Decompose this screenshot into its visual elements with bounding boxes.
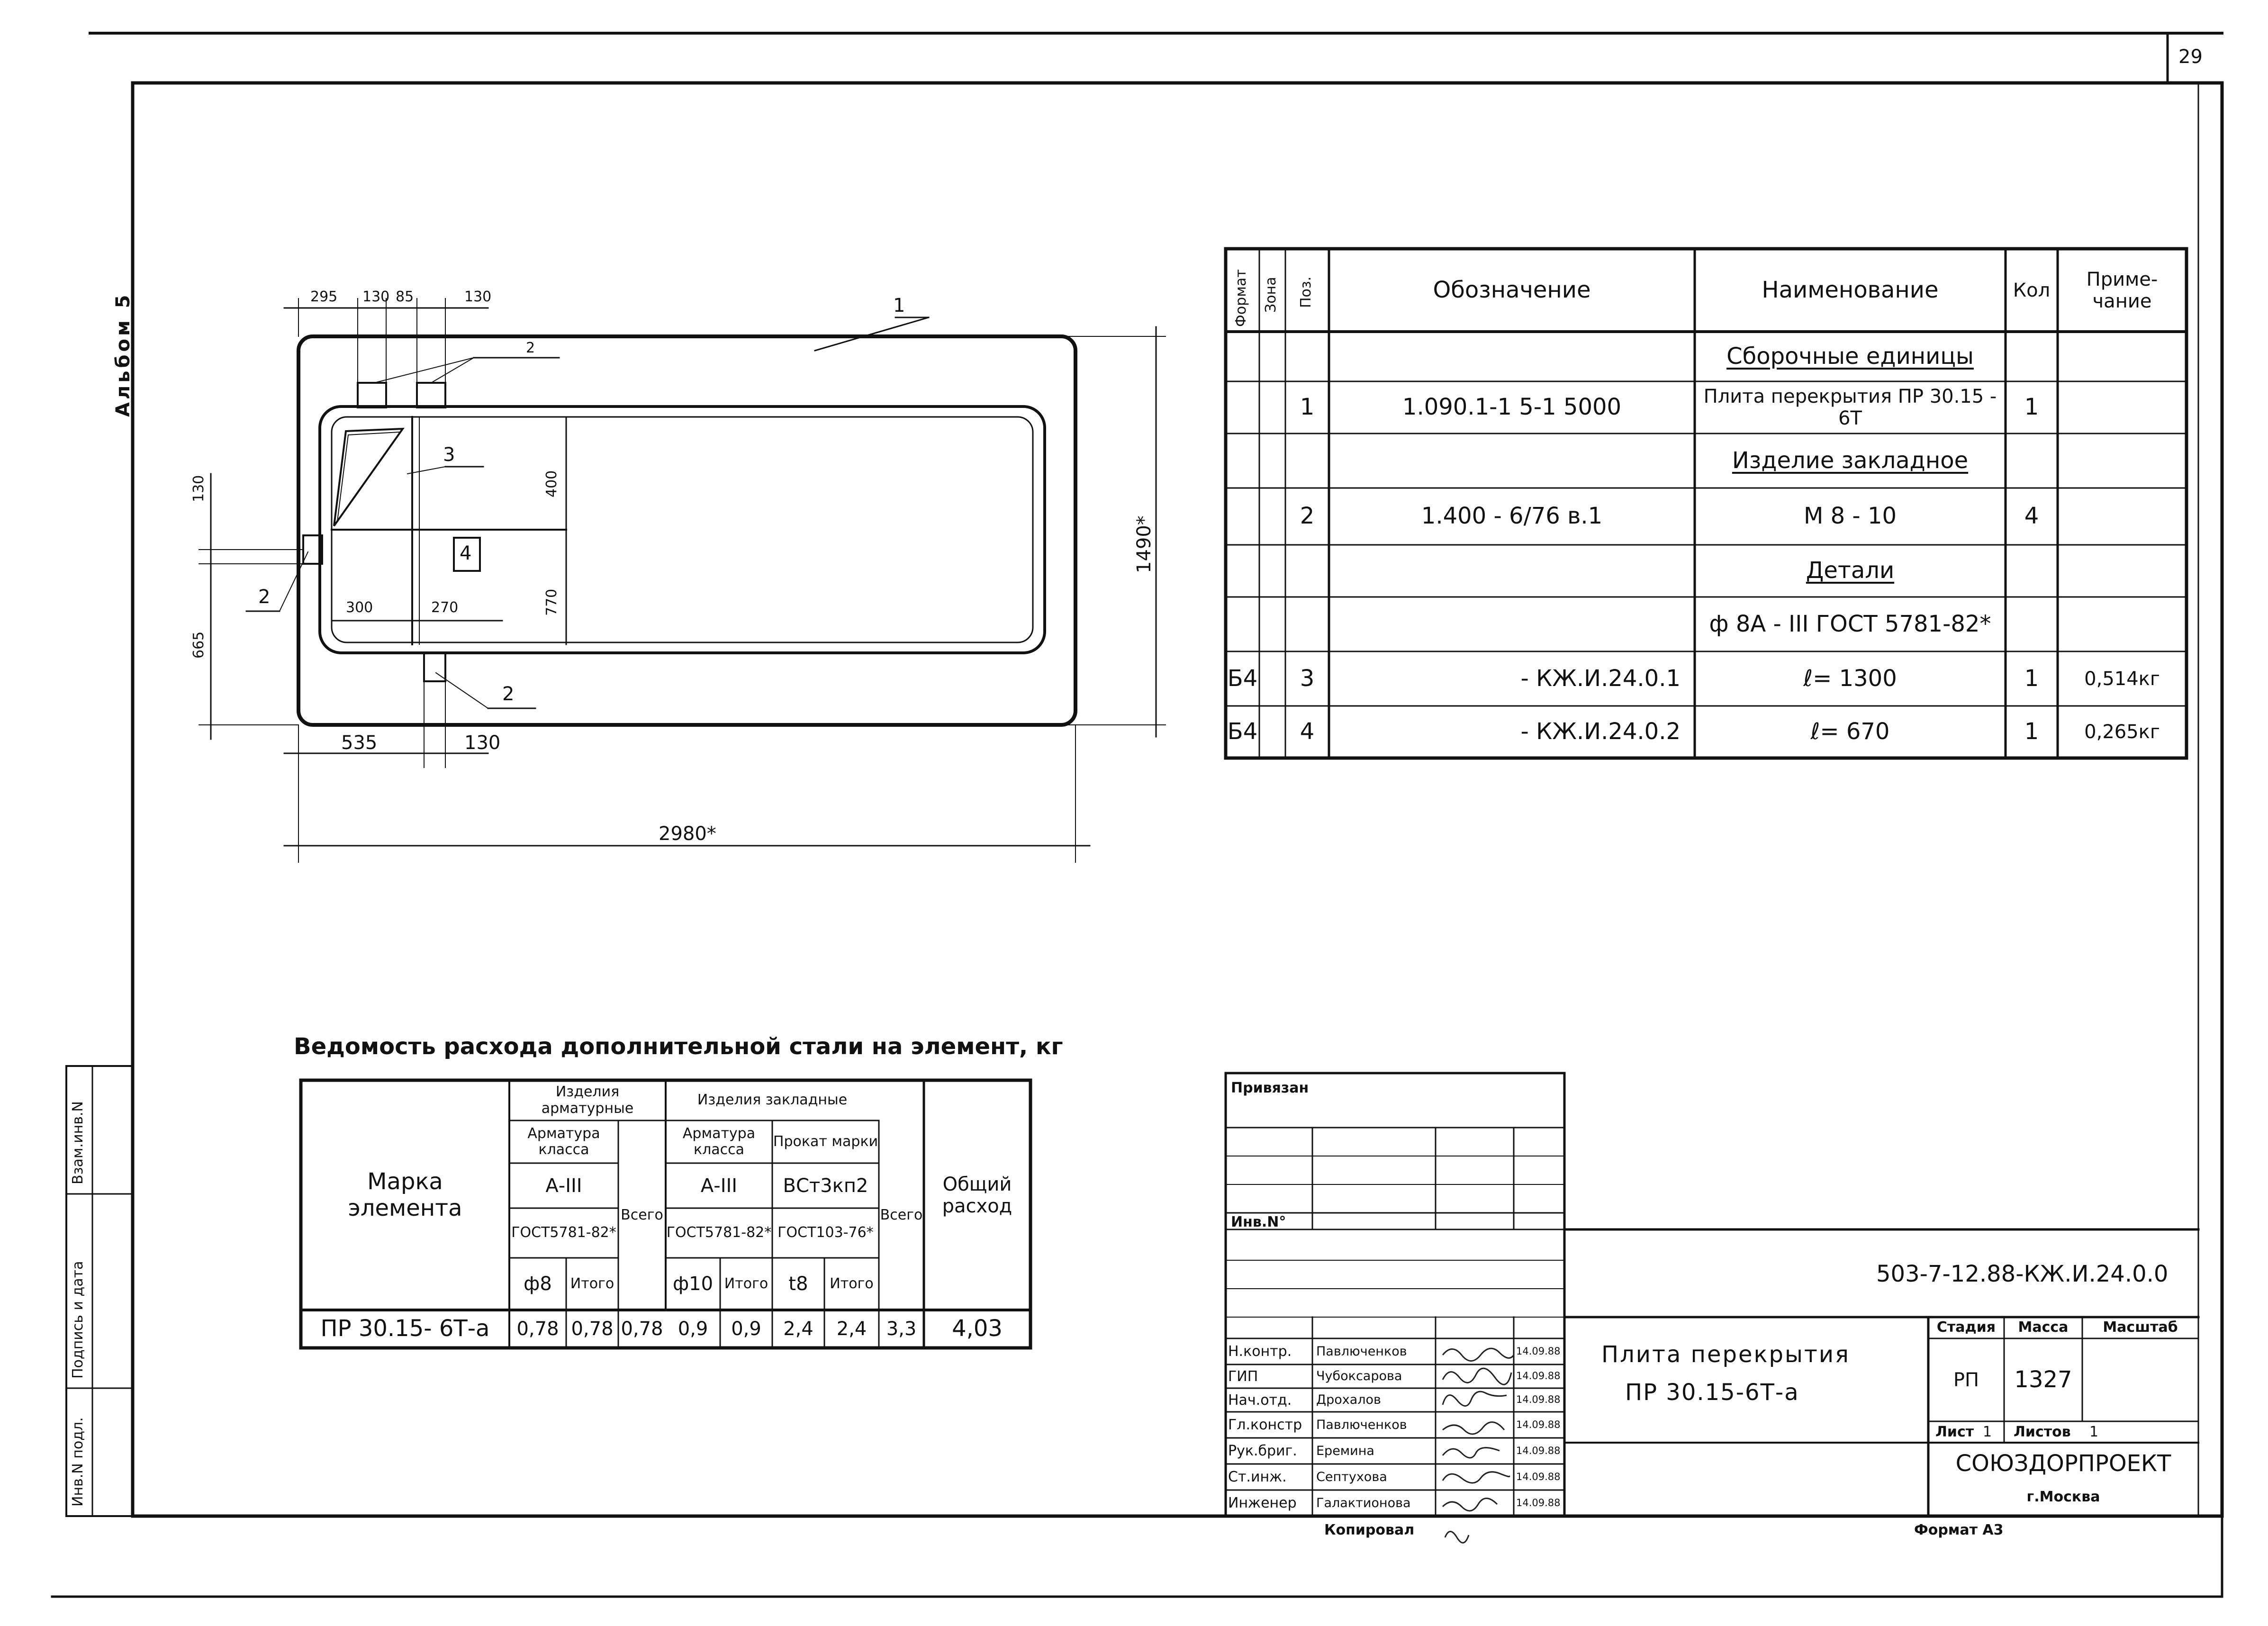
signature-scribbles: [1443, 1348, 1514, 1543]
spec-header-format: Формат: [1233, 269, 1249, 327]
stamp-date-4: 14.09.88: [1516, 1445, 1561, 1456]
stamp-role-2: Нач.отд.: [1228, 1391, 1292, 1409]
stamp-title-line2: ПР 30.15-6Т-а: [1625, 1379, 1799, 1406]
spec-row-2-qty: 4: [2024, 503, 2039, 530]
stamp-role-5: Ст.инж.: [1228, 1469, 1287, 1485]
spec-section-assembly: Сборочные единицы: [1726, 343, 1974, 370]
spec-row-3-des: - КЖ.И.24.0.1: [1520, 665, 1681, 692]
dim-inner-400: 400: [543, 470, 560, 497]
dim-inner-300: 300: [346, 599, 373, 616]
steel-table-title: Ведомость расхода дополнительной стали на элемент, кг: [294, 1033, 1063, 1060]
steel-header-gost-2: ГОСТ5781-82*: [666, 1224, 772, 1241]
spec-row-4-des: - КЖ.И.24.0.2: [1520, 718, 1681, 745]
spec-header-qty: Кол: [2013, 279, 2051, 301]
stamp-copied-label: Копировал: [1324, 1522, 1415, 1538]
spec-row-3-format: Б4: [1227, 665, 1258, 692]
spec-row-3-qty: 1: [2024, 665, 2039, 692]
stamp-sheet-label: Лист: [1935, 1424, 1974, 1440]
steel-row-mark: ПР 30.15- 6Т-а: [320, 1315, 490, 1342]
steel-header-vst: ВСт3кп2: [783, 1174, 868, 1197]
leader-label-1: 1: [893, 295, 905, 316]
steel-header-gost-1: ГОСТ5781-82*: [511, 1224, 616, 1241]
stamp-name-6: Галактионова: [1316, 1495, 1411, 1510]
steel-header-prokat: Прокат марки: [773, 1133, 878, 1150]
stamp-city: г.Москва: [2026, 1488, 2100, 1505]
stamp-header-scale: Масштаб: [2103, 1319, 2178, 1336]
steel-row-d10: 0,9: [678, 1318, 708, 1340]
spec-row-1-qty: 1: [2024, 394, 2039, 421]
spec-section-details: Детали: [1806, 557, 1895, 584]
side-label-vzam: Взам.инв.N: [70, 1101, 86, 1184]
stamp-sheet-value: 1: [1983, 1424, 1992, 1440]
steel-header-d8: ф8: [524, 1273, 552, 1295]
stamp-date-6: 14.09.88: [1516, 1497, 1561, 1509]
steel-header-vsego-1: Всего: [621, 1206, 663, 1223]
leader-label-2-left: 2: [258, 586, 271, 608]
spec-header-pos: Поз.: [1298, 276, 1314, 308]
spec-section-embedded: Изделие закладное: [1732, 447, 1969, 474]
spec-header-zone: Зона: [1263, 277, 1279, 313]
dim-right-1490: 1490*: [1133, 515, 1155, 573]
steel-header-vsego-2: Всего: [880, 1206, 923, 1223]
steel-header-gost-3: ГОСТ103-76*: [777, 1224, 874, 1241]
spec-row-4-pos: 4: [1300, 718, 1315, 745]
dim-left-665: 665: [190, 631, 207, 659]
stamp-mass-value: 1327: [2014, 1366, 2072, 1393]
spec-header-designation: Обозначение: [1433, 276, 1591, 303]
spec-header-note: Приме-чание: [2086, 268, 2158, 312]
steel-header-total: Общий расход: [942, 1173, 1012, 1217]
steel-row-vsego2: 3,3: [886, 1318, 917, 1340]
leader-label-4: 4: [460, 542, 472, 564]
steel-header-itogo-2: Итого: [724, 1275, 768, 1292]
stamp-header-stage: Стадия: [1936, 1319, 1996, 1336]
stamp-header-mass: Масса: [2018, 1319, 2069, 1336]
stamp-sheets-label: Листов: [2014, 1424, 2071, 1440]
dim-left-130: 130: [190, 475, 207, 502]
stamp-date-3: 14.09.88: [1516, 1418, 1561, 1430]
stamp-title-line1: Плита перекрытия: [1601, 1341, 1850, 1368]
side-label-podpis: Подпись и дата: [70, 1261, 86, 1379]
spec-row-2-pos: 2: [1300, 503, 1315, 530]
steel-row-total: 4,03: [952, 1315, 1003, 1342]
stamp-role-1: ГИП: [1228, 1368, 1258, 1385]
spec-row-4-qty: 1: [2024, 718, 2039, 745]
stamp-role-3: Гл.констр: [1228, 1417, 1302, 1433]
stamp-sheets-value: 1: [2089, 1424, 2099, 1440]
steel-row-d8: 0,78: [516, 1318, 559, 1340]
steel-row-itogo1: 0,78: [571, 1318, 614, 1340]
dim-bottom-130: 130: [464, 732, 501, 754]
steel-header-group1: Изделия арматурные: [541, 1084, 634, 1117]
spec-row-1-name: Плита перекрытия ПР 30.15 - 6Т: [1703, 386, 1997, 429]
steel-header-a3-1: А-III: [545, 1174, 582, 1197]
spec-row-2-des: 1.400 - 6/76 в.1: [1421, 503, 1603, 530]
spec-row-1-des: 1.090.1-1 5-1 5000: [1402, 394, 1622, 421]
steel-header-itogo-3: Итого: [830, 1275, 874, 1292]
dim-inner-270: 270: [431, 599, 459, 616]
spec-row-1-pos: 1: [1300, 394, 1315, 421]
stamp-date-1: 14.09.88: [1516, 1370, 1561, 1382]
steel-row-itogo2: 0,9: [731, 1318, 761, 1340]
stamp-role-4: Рук.бриг.: [1228, 1443, 1297, 1459]
stamp-name-2: Дрохалов: [1316, 1392, 1381, 1408]
stamp-role-0: Н.контр.: [1228, 1343, 1292, 1360]
steel-row-t8: 2,4: [783, 1318, 813, 1340]
spec-row-3-pos: 3: [1300, 665, 1315, 692]
leader-label-2-bottom: 2: [502, 683, 515, 705]
steel-row-vsego1: 0,78: [621, 1318, 663, 1340]
dim-total-2980: 2980*: [659, 823, 716, 845]
dim-top-295: 295: [310, 289, 338, 305]
stamp-name-5: Септухова: [1316, 1469, 1387, 1484]
stamp-name-1: Чубоксарова: [1316, 1369, 1402, 1384]
steel-header-itogo-1: Итого: [570, 1275, 614, 1292]
spec-row-4-name: ℓ= 670: [1810, 718, 1890, 745]
stamp-role-6: Инженер: [1228, 1495, 1297, 1511]
spec-row-4-note: 0,265кг: [2084, 721, 2160, 743]
stamp-name-4: Еремина: [1316, 1443, 1374, 1458]
leader-label-3: 3: [443, 444, 455, 466]
stamp-date-2: 14.09.88: [1516, 1394, 1561, 1406]
stamp-stage-value: РП: [1953, 1369, 1979, 1391]
stamp-date-0: 14.09.88: [1516, 1345, 1561, 1357]
spec-row-steel-grade: ф 8А - III ГОСТ 5781-82*: [1709, 610, 1991, 637]
dim-top-85: 85: [396, 289, 414, 305]
steel-header-arm-class-1: Арматура класса: [527, 1125, 600, 1158]
stamp-document-code: 503-7-12.88-КЖ.И.24.0.0: [1876, 1261, 2169, 1287]
steel-header-group2: Изделия закладные: [697, 1092, 848, 1109]
side-label-inv-podl: Инв.N подл.: [70, 1417, 86, 1507]
stamp-format-label: Формат А3: [1914, 1522, 2004, 1538]
album-label: Альбом 5: [112, 292, 134, 417]
spec-row-4-format: Б4: [1227, 718, 1258, 745]
dim-top-130b: 130: [464, 289, 492, 305]
stamp-name-0: Павлюченков: [1316, 1344, 1407, 1359]
steel-header-t8: t8: [788, 1273, 808, 1295]
spec-row-3-note: 0,514кг: [2084, 668, 2160, 690]
label-privyazan: Привязан: [1231, 1080, 1309, 1096]
spec-row-2-name: М 8 - 10: [1803, 503, 1897, 530]
label-inv-number: Инв.N°: [1231, 1214, 1286, 1230]
dim-top-130a: 130: [362, 289, 390, 305]
steel-header-arm-class-2: Арматура класса: [682, 1125, 756, 1158]
steel-row-itogo3: 2,4: [836, 1318, 867, 1340]
dim-bottom-535: 535: [341, 732, 378, 754]
page-number: 29: [2178, 46, 2203, 68]
steel-header-mark: Марка элемента: [348, 1168, 462, 1221]
spec-row-3-name: ℓ= 1300: [1803, 665, 1897, 692]
leader-label-2-top: 2: [526, 340, 535, 356]
steel-header-a3-2: А-III: [700, 1174, 738, 1197]
steel-header-d10: ф10: [672, 1273, 714, 1295]
stamp-organization: СОЮЗДОРПРОЕКТ: [1955, 1450, 2171, 1477]
stamp-name-3: Павлюченков: [1316, 1417, 1407, 1432]
spec-header-name: Наименование: [1762, 276, 1939, 303]
dim-inner-770: 770: [543, 588, 560, 616]
stamp-date-5: 14.09.88: [1516, 1471, 1561, 1482]
